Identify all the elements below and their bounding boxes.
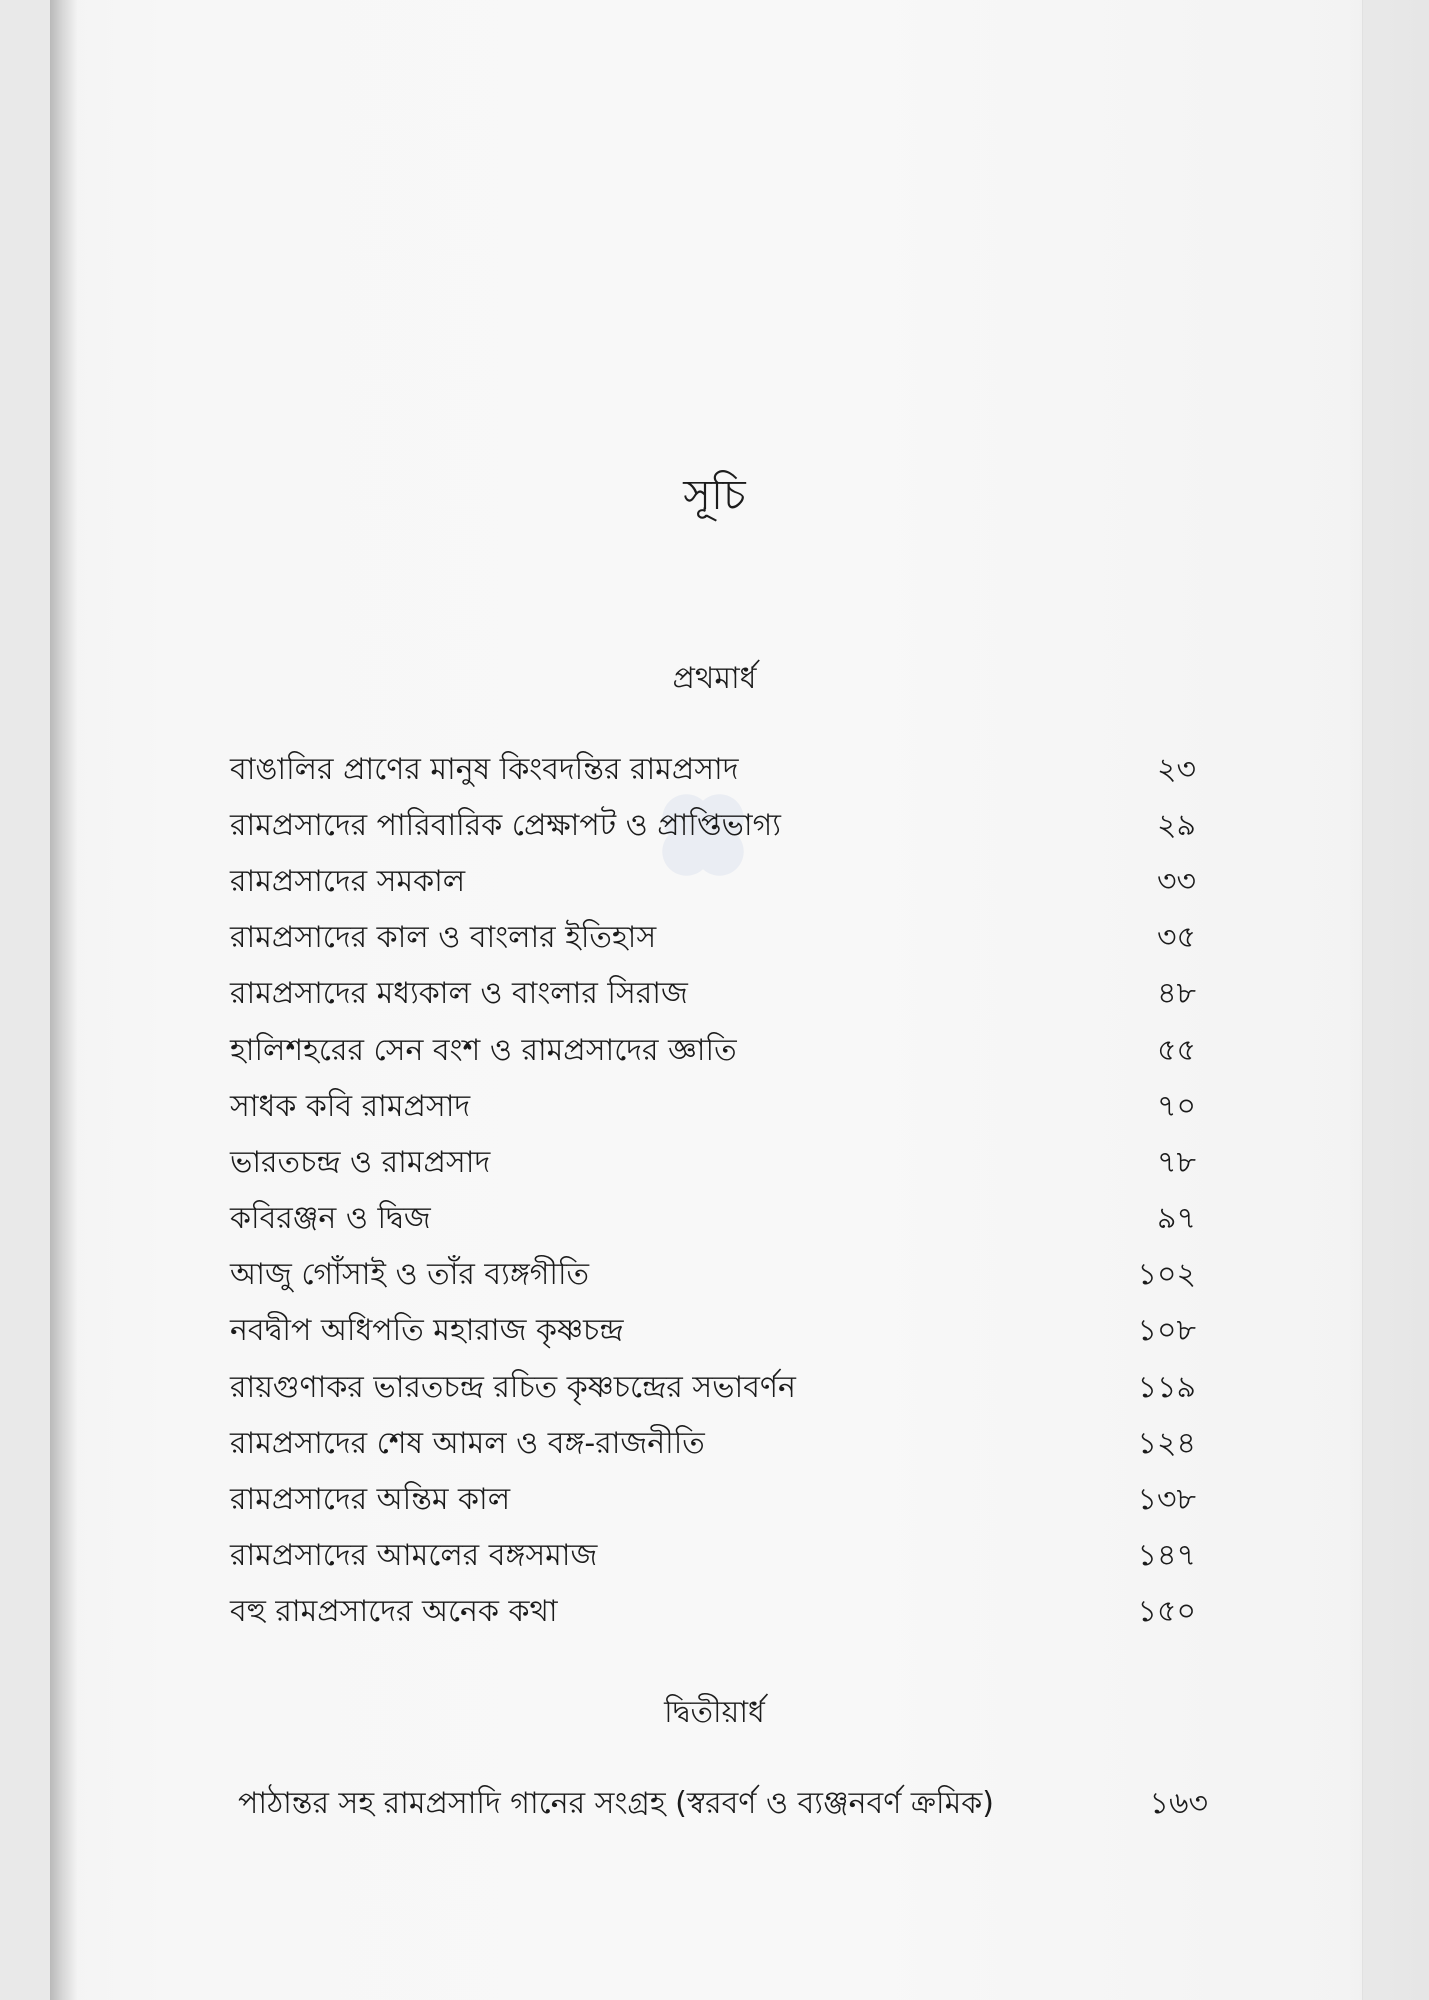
toc-entry: [230, 1248, 1210, 1304]
toc-entry-title: ভারতচন্দ্র ও রামপ্রসাদ: [230, 1144, 491, 1180]
toc-entry-title: নবদ্বীপ অধিপতি মহারাজ কৃষ্ণচন্দ্র: [230, 1313, 624, 1349]
toc-entry-title: বাঙালির প্রাণের মানুষ কিংবদন্তির রামপ্রসাদ: [230, 751, 739, 787]
toc-entry-title: রামপ্রসাদের অন্তিম কাল: [230, 1482, 511, 1518]
toc-entry-title: রায়গুণাকর ভারতচন্দ্র রচিত কৃষ্ণচন্দ্রের সভাবর্ণন: [230, 1369, 796, 1405]
toc-entry: [230, 742, 1210, 798]
toc-entry-title: রামপ্রসাদের আমলের বঙ্গসমাজ: [230, 1538, 598, 1574]
toc-entry: [230, 1079, 1210, 1135]
toc-entry: [238, 1776, 1208, 1832]
toc-entry-page: ১১৯: [1137, 1369, 1196, 1405]
toc-entry-title: রামপ্রসাদের মধ্যকাল ও বাংলার সিরাজ: [230, 976, 688, 1012]
toc-entry: [230, 798, 1210, 854]
toc-entry-page: ১২৪: [1137, 1425, 1196, 1461]
toc-entry-page: ৭০: [1156, 1088, 1196, 1124]
toc-entry-title: পাঠান্তর সহ রামপ্রসাদি গানের সংগ্রহ (স্বরবর্ণ ও ব্যঞ্জনবর্ণ ক্রমিক): [238, 1785, 994, 1821]
toc-entry-page: ৫৫: [1157, 1032, 1196, 1068]
part-one-heading: প্রথমার্ধ: [672, 661, 757, 696]
toc-entry: [230, 1360, 1210, 1416]
toc-entry-page: ১০৮: [1137, 1313, 1196, 1349]
toc-entry-title: রামপ্রসাদের পারিবারিক প্রেক্ষাপট ও প্রাপ্তিভাগ্য: [230, 807, 781, 843]
toc-entry-page: ৩৩: [1156, 863, 1196, 899]
page-title: সূচি: [683, 470, 746, 519]
toc-entry: [230, 1304, 1210, 1360]
part-two-heading: দ্বিতীয়ার্ধ: [664, 1695, 765, 1730]
toc-entry-page: ১৪৭: [1137, 1538, 1196, 1574]
toc-entry: [230, 1192, 1210, 1248]
toc-entry-page: ১০২: [1137, 1257, 1196, 1293]
toc-entry: [230, 854, 1210, 910]
toc-entry-page: ১৬৩: [1149, 1785, 1208, 1821]
toc-entry-title: বহু রামপ্রসাদের অনেক কথা: [230, 1594, 558, 1630]
toc-entry-page: ১৩৮: [1137, 1482, 1196, 1518]
toc-entry: [230, 1529, 1210, 1585]
toc-entry: [230, 967, 1210, 1023]
toc-entry-title: রামপ্রসাদের সমকাল: [230, 863, 466, 899]
toc-entry-page: ৩৫: [1157, 920, 1196, 956]
toc-entry-page: ৪৮: [1157, 976, 1196, 1012]
toc-entry-page: ২৯: [1157, 807, 1196, 843]
toc-entry: [230, 1135, 1210, 1191]
toc-entry-title: সাধক কবি রামপ্রসাদ: [230, 1088, 471, 1124]
toc-entry: [230, 911, 1210, 967]
toc-entry: [230, 1023, 1210, 1079]
toc-entry: [230, 1585, 1210, 1641]
toc-entry-title: রামপ্রসাদের শেষ আমল ও বঙ্গ-রাজনীতি: [230, 1425, 705, 1461]
toc-entry-title: আজু গোঁসাই ও তাঁর ব্যঙ্গগীতি: [230, 1257, 590, 1293]
toc-entry: [230, 1472, 1210, 1528]
toc-entry-title: রামপ্রসাদের কাল ও বাংলার ইতিহাস: [230, 920, 657, 956]
toc-entry-title: কবিরঞ্জন ও দ্বিজ: [230, 1201, 431, 1237]
toc-entry-page: ৯৭: [1157, 1201, 1196, 1237]
toc-entry-page: ২৩: [1156, 751, 1196, 787]
toc-entry-page: ৭৮: [1157, 1144, 1196, 1180]
toc-entry-title: হালিশহরের সেন বংশ ও রামপ্রসাদের জ্ঞাতি: [230, 1032, 737, 1068]
part-one-toc: [230, 742, 1210, 1641]
toc-entry-page: ১৫০: [1137, 1594, 1196, 1630]
toc-entry: [230, 1416, 1210, 1472]
